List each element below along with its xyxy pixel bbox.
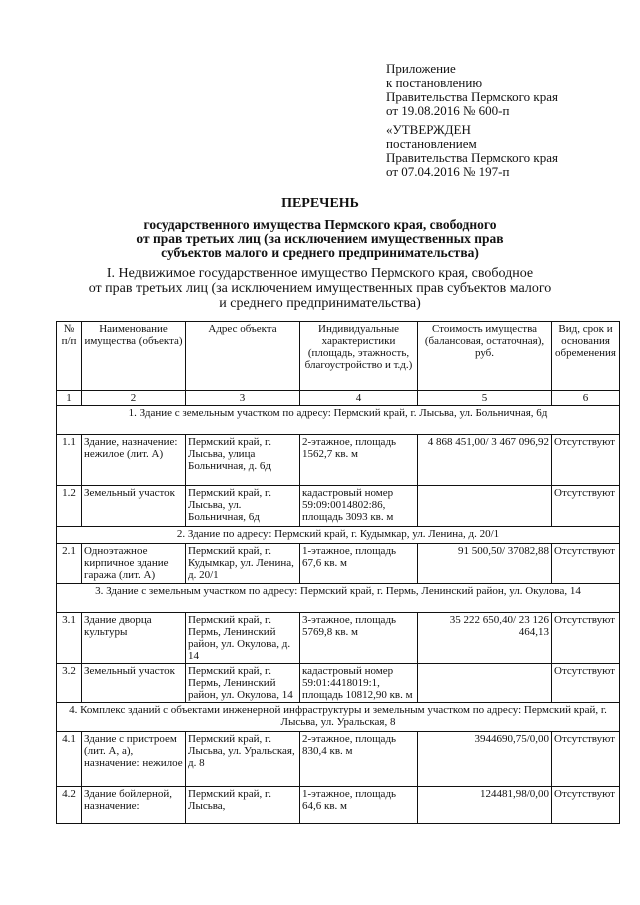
approval-line: постановлением <box>386 136 477 151</box>
property-table <box>56 321 620 824</box>
cell-address: Пермский край, г. Лысьва, ул. Больничная, 6д <box>186 486 300 527</box>
column-number: 6 <box>552 391 620 406</box>
subtitle-line: государственного имущества Пермского края, свободного <box>143 217 497 232</box>
group-row <box>57 527 620 544</box>
cell-name: Одноэтажное кирпичное здание гаража (лит. А) <box>82 544 186 584</box>
section-line: и среднего предпринимательства) <box>219 296 421 311</box>
group-row <box>57 703 620 732</box>
cell-name: Здание бойлерной, назначение: <box>82 787 186 824</box>
cell-encumbrance: Отсутствуют <box>552 787 620 824</box>
column-number: 2 <box>82 391 186 406</box>
table-row <box>57 544 620 584</box>
cell-name: Земельный участок <box>82 664 186 703</box>
cell-specs: кадастровый номер 59:09:0014802:86, площадь 3093 кв. м <box>300 486 418 527</box>
cell-specs: 1-этажное, площадь 67,6 кв. м <box>300 544 418 584</box>
cell-num: 3.2 <box>57 664 82 703</box>
column-header-address: Адрес объекта <box>186 322 300 391</box>
appendix-line: Правительства Пермского края <box>386 89 558 104</box>
cell-encumbrance: Отсутствуют <box>552 664 620 703</box>
cell-address: Пермский край, г. Кудымкар, ул. Ленина, д. 20/1 <box>186 544 300 584</box>
column-number: 5 <box>418 391 552 406</box>
column-header-num: № п/п <box>57 322 82 391</box>
cell-cost: 91 500,50/ 37082,88 <box>418 544 552 584</box>
group-heading: 3. Здание с земельным участком по адресу: Пермский край, г. Пермь, Ленинский район, ул. Окулова, 14 <box>57 584 620 613</box>
document-subtitle <box>0 218 640 260</box>
column-numbers-row <box>57 391 620 406</box>
cell-specs: кадастровый номер 59:01:4418019:1, площадь 10812,90 кв. м <box>300 664 418 703</box>
cell-encumbrance: Отсутствуют <box>552 613 620 664</box>
column-number: 3 <box>186 391 300 406</box>
approval-block <box>386 123 558 179</box>
cell-specs: 3-этажное, площадь 5769,8 кв. м <box>300 613 418 664</box>
group-row <box>57 406 620 435</box>
cell-address: Пермский край, г. Лысьва, улица Больничная, д. 6д <box>186 435 300 486</box>
group-heading: 2. Здание по адресу: Пермский край, г. Кудымкар, ул. Ленина, д. 20/1 <box>57 527 620 544</box>
appendix-line: Приложение <box>386 61 456 76</box>
table-header-row <box>57 322 620 391</box>
subtitle-line: от прав третьих лиц (за исключением имущественных прав <box>136 231 504 246</box>
cell-specs: 2-этажное, площадь 830,4 кв. м <box>300 732 418 787</box>
appendix-line: от 19.08.2016 № 600-п <box>386 103 510 118</box>
section-heading <box>0 266 640 311</box>
cell-address: Пермский край, г. Пермь, Ленинский район, ул. Окулова, д. 14 <box>186 613 300 664</box>
approval-line: Правительства Пермского края <box>386 150 558 165</box>
appendix-line: к постановлению <box>386 75 483 90</box>
cell-num: 2.1 <box>57 544 82 584</box>
column-number: 1 <box>57 391 82 406</box>
cell-name: Здание с пристроем (лит. А, а), назначение: нежилое <box>82 732 186 787</box>
column-header-cost: Стоимость имущества (балансовая, остаточная), руб. <box>418 322 552 391</box>
column-number: 4 <box>300 391 418 406</box>
cell-cost: 3944690,75/0,00 <box>418 732 552 787</box>
cell-encumbrance: Отсутствуют <box>552 544 620 584</box>
column-header-encumbrance: Вид, срок и основания обременения <box>552 322 620 391</box>
cell-num: 4.2 <box>57 787 82 824</box>
table-row <box>57 486 620 527</box>
cell-cost: 4 868 451,00/ 3 467 096,92 <box>418 435 552 486</box>
document-title: ПЕРЕЧЕНЬ <box>281 196 359 211</box>
cell-cost: 35 222 650,40/ 23 126 464,13 <box>418 613 552 664</box>
cell-num: 1.1 <box>57 435 82 486</box>
cell-specs: 2-этажное, площадь 1562,7 кв. м <box>300 435 418 486</box>
cell-name: Здание, назначение: нежилое (лит. А) <box>82 435 186 486</box>
table-row <box>57 787 620 824</box>
table-row <box>57 664 620 703</box>
cell-address: Пермский край, г. Лысьва, <box>186 787 300 824</box>
cell-address: Пермский край, г. Лысьва, ул. Уральская, д. 8 <box>186 732 300 787</box>
group-row <box>57 584 620 613</box>
cell-cost <box>418 664 552 703</box>
column-header-specs: Индивидуальные характеристики (площадь, этажность, благоустройство и т.д.) <box>300 322 418 391</box>
cell-num: 3.1 <box>57 613 82 664</box>
cell-cost: 124481,98/0,00 <box>418 787 552 824</box>
cell-num: 4.1 <box>57 732 82 787</box>
table-row <box>57 732 620 787</box>
table-row <box>57 613 620 664</box>
approval-line: от 07.04.2016 № 197-п <box>386 164 510 179</box>
cell-name: Здание дворца культуры <box>82 613 186 664</box>
group-heading: 1. Здание с земельным участком по адресу: Пермский край, г. Лысьва, ул. Больничная, 6д <box>57 406 620 435</box>
cell-name: Земельный участок <box>82 486 186 527</box>
cell-address: Пермский край, г. Пермь, Ленинский район, ул. Окулова, 14 <box>186 664 300 703</box>
cell-cost <box>418 486 552 527</box>
cell-encumbrance: Отсутствуют <box>552 732 620 787</box>
section-line: I. Недвижимое государственное имущество Пермского края, свободное <box>106 266 534 281</box>
cell-encumbrance: Отсутствуют <box>552 486 620 527</box>
cell-specs: 1-этажное, площадь 64,6 кв. м <box>300 787 418 824</box>
group-heading: 4. Комплекс зданий с объектами инженерной инфраструктуры и земельным участком по адресу: Пермский край, г. Лысьва, ул. Уральская, 8 <box>57 703 620 732</box>
table-row <box>57 435 620 486</box>
section-line: от прав третьих лиц (за исключением имущественных прав субъектов малого <box>88 281 552 296</box>
approval-line: «УТВЕРЖДЕН <box>386 122 471 137</box>
cell-encumbrance: Отсутствуют <box>552 435 620 486</box>
appendix-block <box>386 62 558 118</box>
subtitle-line: субъектов малого и среднего предпринимательства) <box>161 245 479 260</box>
cell-num: 1.2 <box>57 486 82 527</box>
column-header-name: Наименование имущества (объекта) <box>82 322 186 391</box>
